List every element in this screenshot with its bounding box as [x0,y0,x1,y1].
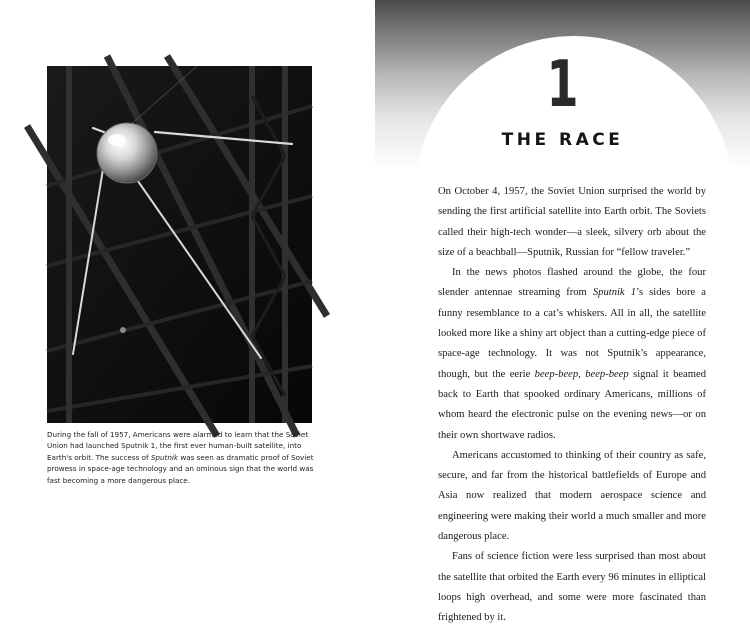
caption-emphasis: Sputnik [150,452,179,462]
paragraph-2-emphasis-2: beep-beep, beep-beep [534,368,629,380]
caption-text-1: During the fall of 1957, Americans were alarmed to learn that the Soviet Union had launched Sputnik 1, the first ever human-built satellite, into Earth's orbit. The success of [47,430,309,462]
left-page [0,0,375,563]
right-page [375,0,750,624]
paragraph-2-text-b: ’s sides bore a funny resemblance to a cat’s whiskers. All in all, the satellite looked more like a shiny art object than a cutting-edge piece of space-age technology. It was not Sputnik’s appearance, though, but the eerie [438,287,706,380]
caption-text-2: was seen as dramatic proof of Soviet prowess in space-age technology and an ominous sign that the world was fast becoming a more dangerous place. [47,452,314,485]
paragraph-2-emphasis-1: Sputnik 1 [592,287,636,299]
paragraph-1: On October 4, 1957, the Soviet Union surprised the world by sending the first artificial satellite into Earth orbit. The Soviets called their high-tech wonder—a sleek, silvery orb about the size of a beachball—Sputnik, Russian for “fellow traveler.” [438,186,706,258]
paragraph-2-text-c: signal it beamed back to Earth that spooked ordinary Americans, millions of whom heard the electronic pulse on the evening news—or on their own shortwave radios. [438,368,707,441]
chapter-number: 1 [546,48,579,122]
chapter-title: THE RACE [501,130,624,150]
paragraph-4: Fans of science fiction were less surprised than most about the satellite that orbited the Earth every 96 minutes in elliptical loops high overhead, and some were more fascinated than frightened by it. [438,551,706,624]
chapter-body [438,182,706,629]
photo-caption [47,429,315,486]
paragraph-2-text-a: In the news photos flashed around the globe, the four slender antennae streaming from [438,267,706,299]
paragraph-2 [438,263,706,446]
paragraph-3: Americans accustomed to thinking of their country as safe, secure, and far from the historical battlefields of Europe and Asia now realized that modern aerospace science and engineering were making their world a much smaller and more dangerous place. [438,449,706,543]
sputnik-photo [47,66,312,423]
